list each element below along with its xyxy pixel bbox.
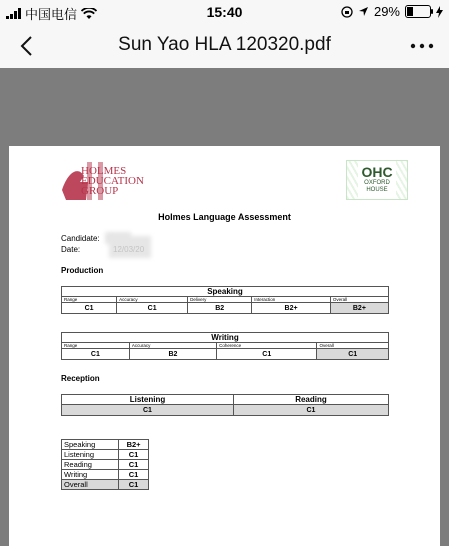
date-label: Date: xyxy=(61,245,81,254)
summary-grade: C1 xyxy=(119,480,149,490)
speaking-header-interaction: Interaction xyxy=(252,297,331,303)
writing-table xyxy=(61,332,389,360)
orientation-lock-icon xyxy=(341,6,353,18)
ohc-logo: OHC OXFORD HOUSE xyxy=(346,160,408,200)
document-title: Sun Yao HLA 120320.pdf xyxy=(118,34,331,55)
speaking-header-overall: Overall xyxy=(330,297,388,303)
writing-header-range: Range xyxy=(62,343,130,349)
summary-skill: Reading xyxy=(62,460,119,470)
summary-skill: Overall xyxy=(62,480,119,490)
writing-header-coherence: Coherence xyxy=(217,343,317,349)
listening-header: Listening xyxy=(62,395,234,405)
writing-range-value: C1 xyxy=(62,349,130,360)
candidate-label: Candidate: xyxy=(61,234,100,243)
summary-grade: C1 xyxy=(119,450,149,460)
battery-percent: 29% xyxy=(373,4,400,19)
speaking-range-value: C1 xyxy=(62,303,117,314)
summary-row xyxy=(62,460,149,470)
assessment-title: Holmes Language Assessment xyxy=(158,212,291,222)
summary-skill: Listening xyxy=(62,450,119,460)
writing-accuracy-value: B2 xyxy=(129,349,216,360)
reception-table xyxy=(61,394,389,416)
speaking-header-accuracy: Accuracy xyxy=(117,297,188,303)
summary-row xyxy=(62,480,149,490)
summary-row xyxy=(62,450,149,460)
speaking-header-delivery: Delivery xyxy=(188,297,252,303)
speaking-accuracy-value: C1 xyxy=(117,303,188,314)
summary-grade: C1 xyxy=(119,470,149,480)
speaking-header-range: Range xyxy=(62,297,117,303)
writing-header-accuracy: Accuracy xyxy=(129,343,216,349)
summary-row xyxy=(62,440,149,450)
production-heading: Production xyxy=(61,266,104,275)
holmes-logo-text: HOLMES EDUCATION GROUP xyxy=(81,165,144,197)
summary-grade: B2+ xyxy=(119,440,149,450)
chevron-left-icon[interactable] xyxy=(14,32,42,60)
nav-bar xyxy=(0,24,449,68)
listening-value: C1 xyxy=(62,405,234,416)
writing-overall-value: C1 xyxy=(317,349,389,360)
reading-header: Reading xyxy=(233,395,388,405)
speaking-table xyxy=(61,286,389,314)
status-bar xyxy=(0,0,449,24)
speaking-overall-value: B2+ xyxy=(330,303,388,314)
date-value: 12/03/20 xyxy=(113,245,145,254)
location-icon xyxy=(358,6,369,17)
ellipsis-icon[interactable] xyxy=(409,32,435,60)
summary-row xyxy=(62,470,149,480)
clock: 15:40 xyxy=(206,4,243,20)
summary-skill: Writing xyxy=(62,470,119,480)
speaking-interaction-value: B2+ xyxy=(252,303,331,314)
writing-title: Writing xyxy=(62,333,389,343)
speaking-delivery-value: B2 xyxy=(188,303,252,314)
writing-coherence-value: C1 xyxy=(217,349,317,360)
pdf-page[interactable] xyxy=(9,146,440,546)
reading-value: C1 xyxy=(233,405,388,416)
carrier-label: 中国电信 xyxy=(25,7,78,22)
summary-grade: C1 xyxy=(119,460,149,470)
battery-icon xyxy=(405,5,431,18)
summary-table xyxy=(61,439,149,490)
reception-heading: Reception xyxy=(61,374,100,383)
writing-header-overall: Overall xyxy=(317,343,389,349)
charging-icon xyxy=(436,6,443,18)
summary-skill: Speaking xyxy=(62,440,119,450)
speaking-title: Speaking xyxy=(62,287,389,297)
